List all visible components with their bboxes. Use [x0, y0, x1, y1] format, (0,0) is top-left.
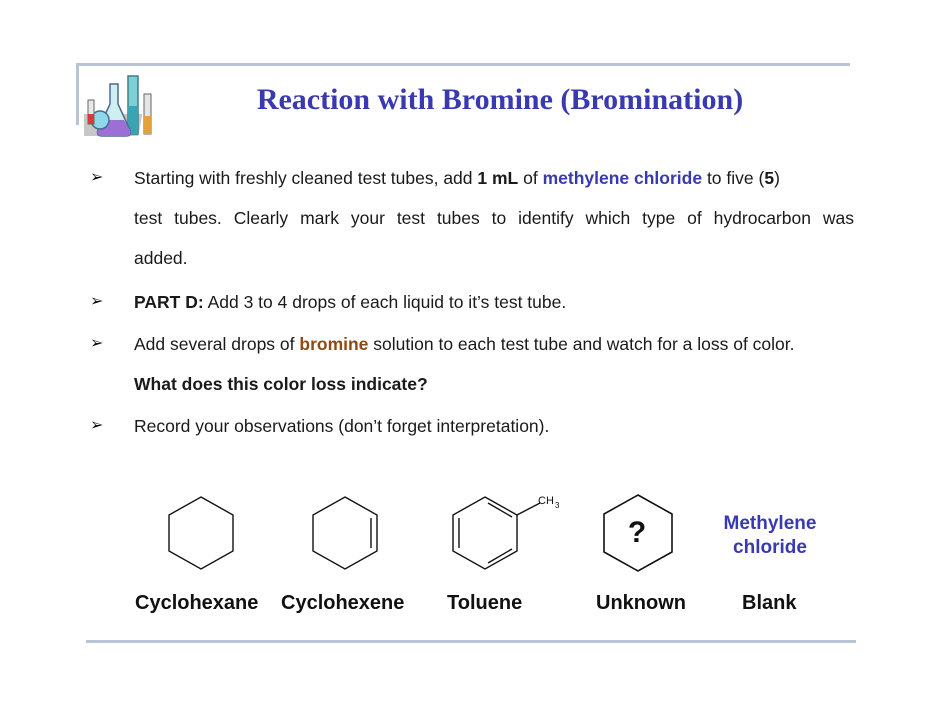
ch3-label: CH [538, 495, 554, 507]
cyclohexene-structure [304, 493, 386, 571]
arrow-bullet-icon: ➢ [90, 169, 104, 186]
methylene-chloride-term: methylene chloride [542, 168, 703, 188]
bullet-4-text: Record your observations (don’t forget interpretation). [134, 416, 550, 436]
methylene-line-1: Methylene [723, 513, 817, 534]
bullet-1-line-2: test tubes. Clearly mark your test tubes to identify which type of hydrocarbon was [134, 208, 854, 228]
label-unknown: Unknown [596, 592, 686, 614]
methylene-line-2: chloride [733, 537, 807, 558]
bullet-1-line-3: added. [134, 248, 188, 268]
bullet-1-line-1 [134, 158, 780, 198]
bromine-term: bromine [299, 334, 369, 354]
bottom-border-line [86, 640, 856, 643]
text: Add several drops of [134, 334, 300, 354]
toluene-structure [440, 493, 570, 573]
bullet-3-text [134, 324, 795, 364]
text: Starting with freshly cleaned test tubes, add [134, 168, 478, 188]
part-d-label: PART D: [134, 292, 204, 312]
methylene-chloride-label [705, 512, 835, 560]
volume-1-ml: 1 mL [477, 168, 519, 188]
number-five: 5 [764, 168, 775, 188]
arrow-bullet-icon: ➢ [90, 293, 104, 310]
cyclohexane-structure [160, 493, 242, 571]
text: to five ( [702, 168, 765, 188]
label-cyclohexane: Cyclohexane [135, 592, 259, 614]
arrow-bullet-icon: ➢ [90, 335, 104, 352]
text: ) [774, 168, 780, 188]
text: of [518, 168, 543, 188]
text: solution to each test tube and watch for a loss of color. [368, 334, 795, 354]
color-loss-question: What does this color loss indicate? [134, 374, 428, 394]
unknown-symbol: ? [627, 516, 647, 549]
bullet-2-text [134, 282, 566, 322]
top-border-line [76, 63, 850, 66]
label-blank: Blank [742, 592, 797, 614]
page-title: Reaction with Bromine (Bromination) [256, 83, 744, 116]
label-toluene: Toluene [447, 592, 523, 614]
arrow-bullet-icon: ➢ [90, 417, 104, 434]
text: Add 3 to 4 drops of each liquid to it’s test tube. [203, 292, 567, 312]
left-border-line [76, 63, 79, 125]
label-cyclohexene: Cyclohexene [281, 592, 405, 614]
ch3-subscript: 3 [555, 501, 560, 510]
